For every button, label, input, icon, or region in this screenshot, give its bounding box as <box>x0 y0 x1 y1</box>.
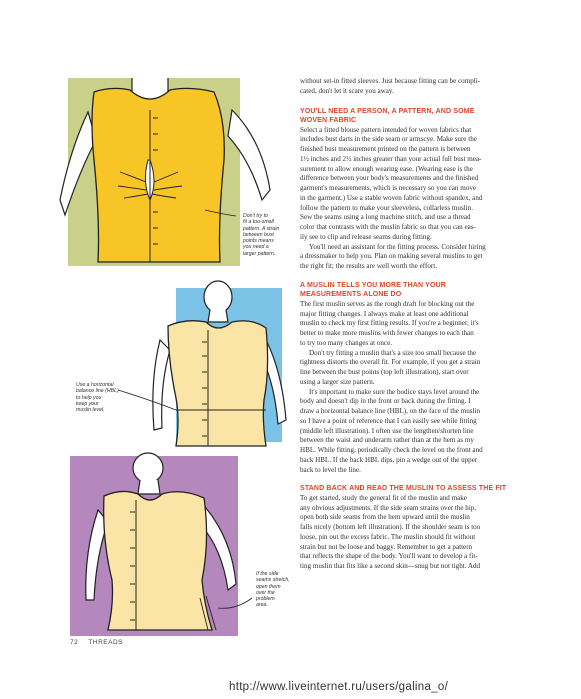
paragraph-too-small: Don't try fitting a muslin that's a size too small because the tightness distorts the overall fit. For example, if you get a strain line between the bust points (top left illustration), start over using a larger size pattern. <box>300 348 481 386</box>
article-intro: without set-in fitted sleeves. Just because fitting can be compli- cated, don't let it scare you away. <box>300 77 481 95</box>
caption-horizontal-balance-line: Use a horizontal balance line (HBL) to help you keep your muslin level. <box>76 382 119 414</box>
paragraph-first-muslin: The first muslin serves as the rough draft for blocking out the major fitting changes. I always make at least one additional muslin to check my first fitting results. If you're a beginner, it's better to make more muslins with fewer changes to each than to try too many changes at once. <box>300 299 479 347</box>
heading-stand-back: STAND BACK AND READ THE MUSLIN TO ASSESS THE FIT <box>300 485 507 493</box>
article-column <box>300 77 535 572</box>
caption-strain-between-bust: Don't try to fit a too-small pattern. A strain between bust points means you need a larger pattern. <box>243 213 280 257</box>
paragraph-assistant: You'll need an assistant for the fitting process. Consider hiring a dressmaker to help you. Plan on making several muslins to get the right fit; the results are well worth the effort. <box>300 242 486 270</box>
caption-side-seams: If the side seams stretch, open them over the problem area. <box>256 571 290 609</box>
heading-person-pattern-fabric: YOU'LL NEED A PERSON, A PATTERN, AND SOME WOVEN FABRIC <box>300 107 475 124</box>
page-footer <box>70 639 123 646</box>
paragraph-select-pattern: Select a fitted blouse pattern intended for woven fabrics that includes bust darts in the side seam or armscye. Make sure the finished bust measurement printed on the pattern is between 1½ inches and 2½ inches greater than your actual full bust mea- surement to allow enough wearing ease. (Wearing ease is the difference between your body's measurements and the finished garment's measurements, which is necessary so you can move in the garment.) Use a stable woven fabric without spandex, and follow the pattern to make your sleeveless, collarless muslin. Sew the seams using a long machine stitch, and use a thread color that contrasts with the muslin fabric so that you can eas- ily see to clip and release seams during fitting. <box>300 125 483 241</box>
heading-muslin-tells-more: A MUSLIN TELLS YOU MORE THAN YOUR MEASUREMENTS ALONE DO <box>300 281 446 299</box>
paragraph-balance-line: It's important to make sure the bodice stays level around the body and doesn't dip in the front or back during the fitting. I draw a horizontal balance line (HBL), on the face of the muslin so I have a point of reference that I can easily see while fitting (middle left illustration). I often use the lengthen/shorten line between the waist and underarm rather than at the hem as my HBL. While fitting, periodically check the level on the front and back HBL. If the back HBL dips, pin a wedge out of the upper back to level the line. <box>300 387 483 474</box>
page-number: 72 <box>70 639 79 646</box>
watermark-url: http://www.liveinternet.ru/users/galina_o/ <box>229 681 449 693</box>
paragraph-assess-fit: To get started, study the general fit of the muslin and make any obvious adjustments. If the side seam strains over the hip, open both side seams from the hem upward until the muslin falls nicely (bottom left illustration). If the shoulder seam is too loose, pin out the excess fabric. The muslin should fit without strain but not be loose and baggy. Remember to get a pattern that reflects the shape of the body. You'll want to develop a fit- ting muslin that fits like a second skin—snug but not tight. Add <box>300 493 481 570</box>
magazine-name: THREADS <box>88 639 123 646</box>
